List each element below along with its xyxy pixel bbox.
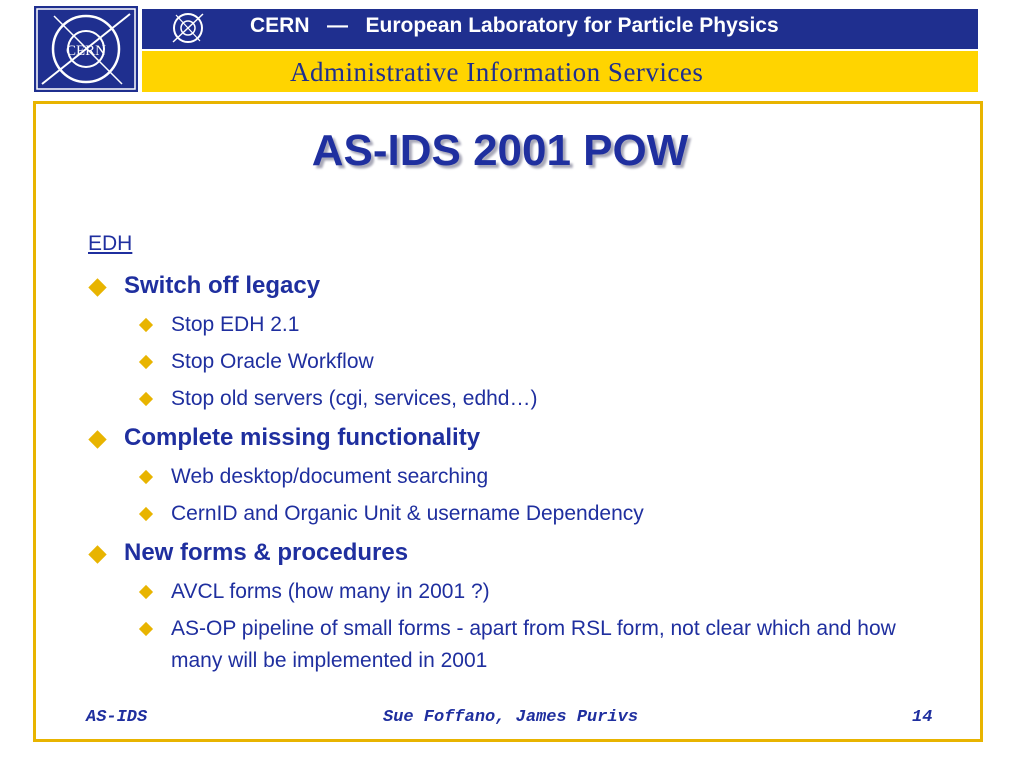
sub-bullet-item: Stop EDH 2.1	[171, 313, 300, 336]
banner-title: CERN — European Laboratory for Particle Physics	[250, 14, 779, 37]
bullet-item: Complete missing functionality	[124, 424, 481, 451]
sub-bullet-item: Web desktop/document searching	[171, 465, 489, 488]
bullet-item: New forms & procedures	[124, 539, 409, 566]
sub-bullet-item: AVCL forms (how many in 2001 ?)	[171, 580, 490, 603]
sub-bullet-item: CernID and Organic Unit & username Dependency	[171, 502, 644, 525]
footer-left: AS-IDS	[86, 708, 148, 727]
sub-bullet-item: Stop Oracle Workflow	[171, 350, 374, 373]
slide-title: AS-IDS 2001 POW	[311, 126, 689, 175]
bullet-item: Switch off legacy	[124, 272, 321, 299]
sub-bullet-item: Stop old servers (cgi, services, edhd…)	[171, 387, 538, 410]
banner-subtitle: Administrative Information Services	[290, 57, 704, 87]
page-number: 14	[912, 708, 933, 727]
sub-bullet-item: AS-OP pipeline of small forms - apart from RSL form, not clear which and how many will be implemented in 2001	[171, 617, 896, 672]
cern-emblem-icon	[170, 11, 206, 45]
cern-logo-icon	[34, 6, 138, 92]
section-heading: EDH	[88, 232, 133, 255]
cern-logo	[34, 6, 138, 92]
logo-text: CERN	[65, 43, 107, 59]
footer-authors: Sue Foffano, James Purivs	[383, 708, 639, 727]
